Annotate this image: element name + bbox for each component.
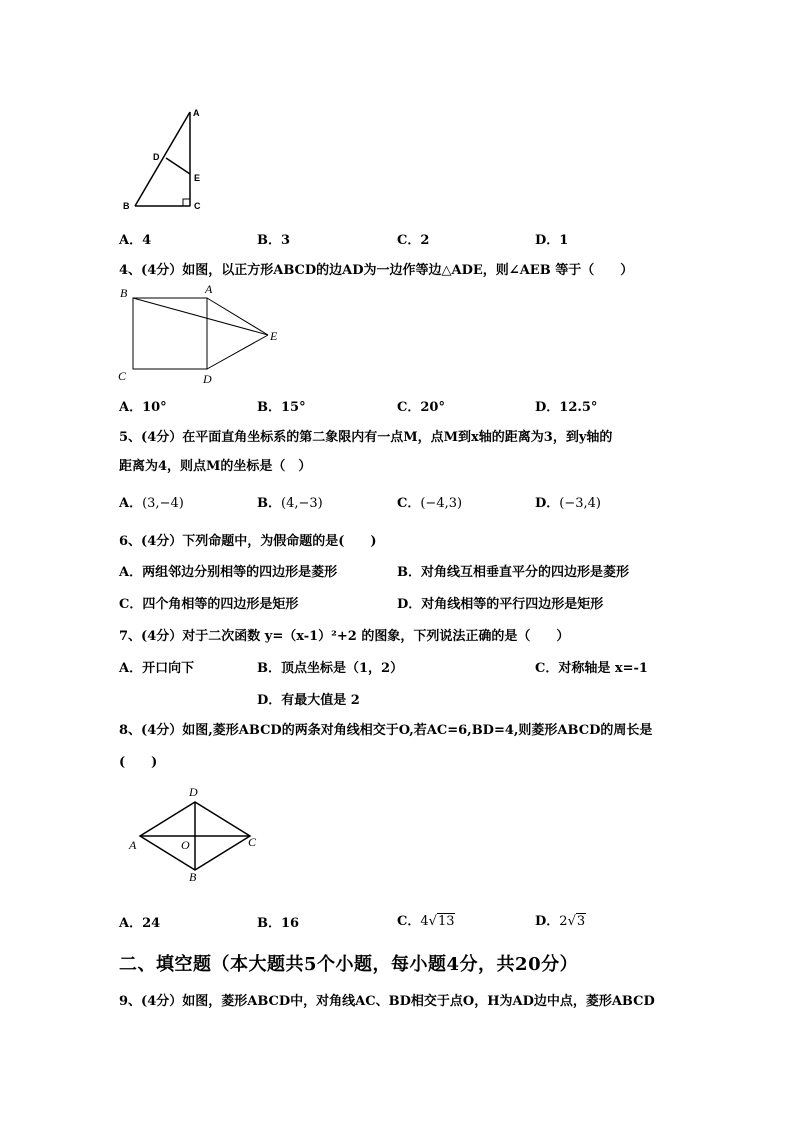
label-B: B — [123, 201, 130, 211]
option-label: D． — [535, 914, 560, 929]
q5-stem-line2: 距离为4，则点M的坐标是（ ） — [119, 459, 312, 474]
q4-square-figure — [115, 283, 290, 388]
q5-option-a — [119, 492, 184, 511]
q8-stem-line1: 8、(4分）如图,菱形ABCD的两条对角线相交于O,若AC=6,BD=4,则菱形ABCD的周长是 — [119, 723, 653, 738]
label-C: C — [194, 201, 201, 211]
q3-option-a: A．4 — [119, 233, 152, 248]
q4-option-a: A．10° — [119, 400, 167, 415]
q5-option-c — [397, 492, 462, 511]
q5-option-b — [257, 492, 323, 511]
label-E: E — [270, 329, 278, 343]
coefficient: 4 — [420, 914, 429, 929]
label-A: A — [193, 108, 200, 118]
label-D: D — [153, 152, 160, 162]
q6-option-b: B．对角线互相垂直平分的四边形是菱形 — [397, 565, 629, 580]
option-label: D． — [535, 496, 560, 511]
q7-option-c: C．对称轴是 x=-1 — [535, 661, 648, 676]
q4-option-c: C．20° — [397, 400, 445, 415]
option-label: A． — [119, 496, 143, 511]
option-label: C． — [397, 914, 421, 929]
q6-stem: 6、(4分）下列命题中，为假命题的是( ) — [119, 534, 377, 549]
sqrt-icon: √ — [567, 914, 576, 929]
q8-option-c — [397, 910, 455, 929]
q6-option-d: D．对角线相等的平行四边形是矩形 — [397, 597, 604, 612]
label-C: C — [118, 369, 127, 383]
q8-stem-line2: ( ) — [119, 755, 158, 770]
label-E: E — [194, 173, 201, 183]
q5-option-d — [535, 492, 601, 511]
q8-rhombus-figure — [125, 783, 265, 888]
label-O: O — [181, 838, 190, 852]
label-D: D — [203, 372, 212, 386]
q3-option-b: B．3 — [257, 233, 291, 248]
option-value: (4,−3) — [281, 496, 323, 511]
label-C: C — [248, 835, 257, 849]
radicand: 3 — [576, 914, 586, 929]
q7-stem: 7、(4分）对于二次函数 y=（x-1）²+2 的图象，下列说法正确的是（ ） — [119, 629, 570, 644]
q4-option-d: D．12.5° — [535, 400, 598, 415]
q3-option-d: D．1 — [535, 233, 569, 248]
q6-option-a: A．两组邻边分别相等的四边形是菱形 — [119, 565, 338, 580]
q8-option-a: A．24 — [119, 916, 161, 931]
label-A: A — [129, 838, 137, 852]
option-value: (3,−4) — [142, 496, 184, 511]
q7-option-a: A．开口向下 — [119, 661, 195, 676]
label-B: B — [189, 870, 197, 884]
q4-option-b: B．15° — [257, 400, 306, 415]
q5-stem-line1: 5、(4分）在平面直角坐标系的第二象限内有一点M，点M到x轴的距离为3，到y轴的 — [119, 430, 613, 445]
q8-option-b: B．16 — [257, 916, 300, 931]
q3-option-c: C．2 — [397, 233, 430, 248]
option-value: (−3,4) — [559, 496, 601, 511]
section-title: 二、填空题（本大题共5个小题，每小题4分，共20分） — [119, 954, 579, 975]
coefficient: 2 — [559, 914, 568, 929]
q4-stem: 4、(4分）如图，以正方形ABCD的边AD为一边作等边△ADE，则∠AEB 等于（ ） — [119, 263, 634, 278]
radicand: 13 — [437, 914, 455, 929]
sqrt-icon: √ — [428, 914, 437, 929]
q7-option-d: D．有最大值是 2 — [257, 693, 360, 708]
label-B: B — [120, 286, 128, 300]
option-label: C． — [397, 496, 421, 511]
q8-option-d — [535, 910, 586, 929]
label-D: D — [189, 785, 198, 799]
option-value: (−4,3) — [420, 496, 463, 511]
q7-option-b: B．顶点坐标是（1，2） — [257, 661, 404, 676]
q3-triangle-figure — [118, 100, 218, 212]
label-A: A — [205, 283, 213, 296]
option-label: B． — [257, 496, 281, 511]
q6-option-c: C．四个角相等的四边形是矩形 — [119, 597, 299, 612]
q9-stem: 9、(4分）如图，菱形ABCD中，对角线AC、BD相交于点O，H为AD边中点，菱形ABCD — [119, 994, 655, 1009]
